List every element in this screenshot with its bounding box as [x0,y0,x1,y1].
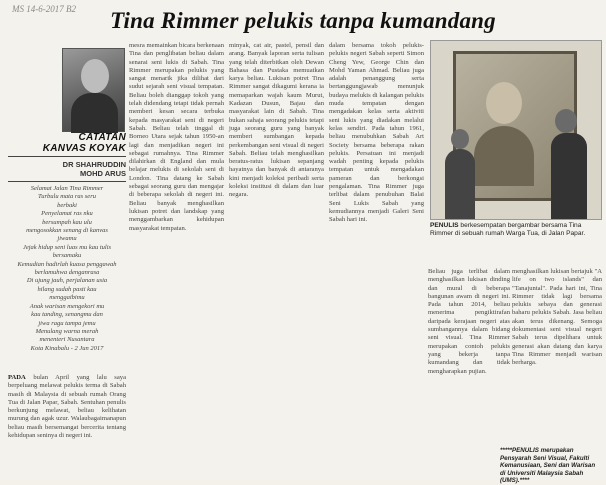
article-column-5 [428,268,510,438]
divider [8,181,126,182]
column-text: minyak, cat air, pastel, pensil dan arang. Banyak laporan serta tulisan yang telah diterbitkan oleh Dewan Bahasa dan Pustaka memuatkan karya beliau. Lukisan potret Tina Rimmer sangat dikagumi kerana ia memaparkan wajah kaum Murut, Kadazan Dusun, Bajau dan masyarakat lain di Sabah. Tina bukan sahaja seorang pelukis tetapi juga seorang guru yang banyak memberi sumbangan kepada perkembangan seni visual di negeri Sabah. Beliau telah menghasilkan beratus-ratus lukisan sepanjang hayatnya dan banyak di antaranya kini menjadi koleksi peribadi serta koleksi institusi di dalam dan luar negara. [229,42,324,199]
article-column-3 [229,42,324,480]
photo-caption [430,222,602,238]
column-text: Beliau juga terlibat dalam menghasilkan lukisan dinding dan mural di beberapa bangunan awam di negeri ini. Pada tahun 2014, beliau menerima pengiktirafan daripada kerajaan negeri atas sumbangannya dalam bidang seni visual. Tina Rimmer merupakan contoh pelukis yang bekerja tanpa kumandang dan tidak mengharapkan pujian. [428,268,510,375]
column-title [8,132,126,154]
article-photo [430,40,602,220]
article-headline: Tina Rimmer pelukis tanpa kumandang [110,8,496,33]
column-text: menghasilkan lukisan bertajuk "A life on two islands" dan "Tanajuntal". Pada hari ini, Tina Rimmer tidak lagi bersama pelukis sebaya dan generasi baharu pelukis Sabah. Jasa beliau akan terus dikenang. Semoga dokumentasi seni visual negeri Sabah terus dipelihara untuk generasi akan datang dan karya Tina Rimmer menjadi warisan berharga. [512,268,602,367]
author-photo [62,48,125,132]
caption-text: berkesempatan bergambar bersama Tina Rimmer di sebuah rumah Warga Tua, di Jalan Papar. [430,222,586,237]
column-text: mesra memainkan bicara berkenaan Tina dan penglibatan beliau dalam senarai seni lukis di Sabah. Tina Rimmer merupakan pelukis yang sangat menarik jika dilihat dari sudut sejarah seni visual tempatan. Beliau boleh dianggap tokoh yang telah didendang tetapi tidak pernah memberi kesan secara terbuka kepada masyarakat seni di negeri Sabah. Beliau telah tinggal di Borneo Utara sejak tahun 1950-an lagi dan menjadikan negeri ini sebagai rumahnya. Tina Rimmer dilahirkan di England dan mula belajar melukis di sekolah seni di London. Tina datang ke Sabah sebagai seorang guru dan mengajar di beberapa sekolah di negeri ini. Beliau banyak menghasilkan lukisan potret dan landskap yang menggambarkan kehidupan masyarakat tempatan. [129,42,224,232]
article-column-1 [8,374,126,479]
article-column-2 [129,42,224,480]
divider [8,156,126,157]
byline-line-2: MOHD ARUS [80,169,126,178]
author-footnote: *****PENULIS merupakan Pensyarah Seni Visual, Fakulti Kemanusiaan, Seni dan Warisan di Universiti Malaysia Sabah (UMS).**** [500,447,596,485]
person-figure [445,129,475,219]
column-text: dalam bersama tokoh pelukis-pelukis negeri Sabah seperti Simon Cheng Yew, George Chin dan Mohd Yaman Ahmad. Beliau juga adalah penanggung serta bertanggungjawab menunjuk budaya melukis di kalangan pelukis muda tempatan dengan mengadakan kelas serta aktiviti seni lukis yang diadakan melalui kelas sendiri. Pada tahun 1961, beliau menubuhkan Sabah Art Society bersama beberapa rakan pelukis. Persatuan ini menjadi wadah penting kepada pelukis tempatan untuk mengadakan pameran dan berkongsi pengalaman. Tina Rimmer juga terlibat dalam penubuhan Balai Seni Lukis Sabah yang kemudiannya menjadi Galeri Seni Sabah hari ini. [329,42,424,224]
column-title-line-2: KANVAS KOYAK [42,143,126,154]
poem: Selamat Jalan Tina Rimmer Turbulu mata ras seru berbaki Penyelamat ras nku bersumpah kau ulu mengosokkan senang di kanvas jiwamu Jejak hidup seni luas mu kau tulis bersamaku Kemudian hadirlah kuasa penggawah berlamuhwa denganrasa Di ujung jauh, perjalanan usia hilang sudah pasti kau menggaibimu Anak warisan mengekori mu kau tanding, senangmu dan jiwa ragu tampa jemu Menulang warna merah menenteri Nusantara Kota Kinabalu - 2 Jun 2017 [17,185,117,352]
article-column-4 [329,42,424,480]
column-text: bulan April yang lalu saya berpeluang melawat pelukis terma di Sabah masih di Malaysia di sebuah rumah Orang Tua di Jalan Papar, Sabah. Sentuhan penulis berkunjung melawat, beliau kelihatan murung dan agak uzur. Walaubagaimanapun beliau masih bersemangat bercerita tentang kehidupan seninya di negeri ini. [8,374,126,440]
dateline: MS 14-6-2017 B2 [12,4,76,14]
person-figure [551,109,581,219]
byline [8,160,126,178]
byline-line-1: DR SHAHRUDDIN [62,160,126,169]
lead-word: PADA [8,374,26,381]
caption-lead: PENULIS [430,222,459,229]
column-title-line-1: CATATAN [78,132,126,143]
article-column-6 [512,268,602,438]
